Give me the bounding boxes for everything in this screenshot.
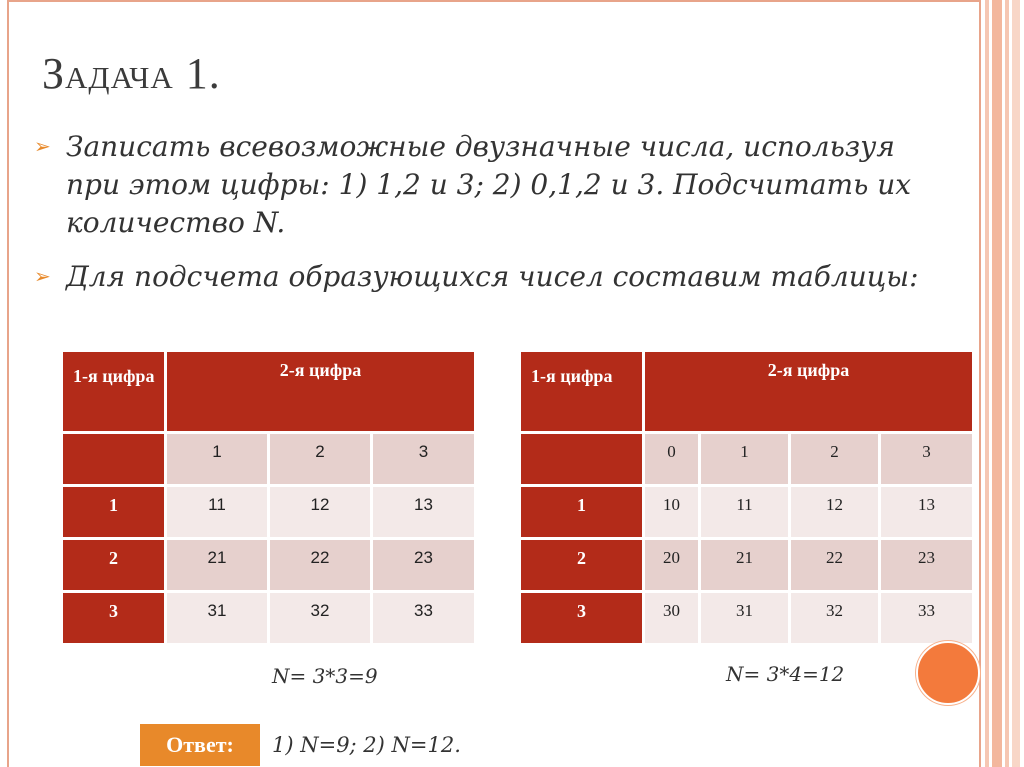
table-column-header: 2-я цифра [166, 351, 476, 433]
table-corner-label: 1-я цифра [520, 351, 644, 433]
table-row [520, 539, 974, 592]
table-cell: 31 [700, 592, 790, 645]
table-row [62, 539, 476, 592]
row-digit: 3 [520, 592, 644, 645]
table-row [520, 592, 974, 645]
table-cell: 33 [372, 592, 476, 645]
bullet-list [34, 128, 924, 312]
bullet-text: Для подсчета образующихся чисел составим таблицы: [66, 260, 919, 293]
column-digit: 1 [166, 433, 269, 486]
column-digit: 3 [880, 433, 974, 486]
row-digit: 3 [62, 592, 166, 645]
formula-n1: N= 3*3=9 [272, 664, 378, 688]
column-digit: 0 [644, 433, 700, 486]
table-cell: 11 [700, 486, 790, 539]
table-row [62, 592, 476, 645]
column-digit: 2 [790, 433, 880, 486]
answer-label: Ответ: [140, 724, 260, 766]
right-stripe-1 [985, 0, 989, 767]
arrow-bullet-icon: ➢ [34, 134, 51, 158]
table-cell: 32 [790, 592, 880, 645]
table-cell: 12 [269, 486, 372, 539]
bullet-item [34, 128, 924, 242]
table-cell: 22 [269, 539, 372, 592]
decorative-circle [916, 641, 980, 705]
table-cell: 12 [790, 486, 880, 539]
table-cell: 21 [700, 539, 790, 592]
table-empty-corner [62, 433, 166, 486]
column-digit: 2 [269, 433, 372, 486]
answer-text: 1) N=9; 2) N=12. [272, 733, 461, 757]
column-digit: 1 [700, 433, 790, 486]
right-stripe-4 [1012, 0, 1020, 767]
table-digits-123 [60, 349, 477, 646]
table-row [520, 486, 974, 539]
slide-title: Задача 1. [42, 49, 221, 98]
table-cell: 33 [880, 592, 974, 645]
right-stripe-2 [992, 0, 1002, 767]
table-empty-corner [520, 433, 644, 486]
table-cell: 32 [269, 592, 372, 645]
row-digit: 2 [520, 539, 644, 592]
table-cell: 13 [372, 486, 476, 539]
table-row [62, 486, 476, 539]
table-cell: 22 [790, 539, 880, 592]
table-cell: 23 [372, 539, 476, 592]
table-cell: 30 [644, 592, 700, 645]
table-column-header: 2-я цифра [644, 351, 974, 433]
row-digit: 2 [62, 539, 166, 592]
row-digit: 1 [62, 486, 166, 539]
arrow-bullet-icon: ➢ [34, 264, 51, 288]
table-cell: 11 [166, 486, 269, 539]
table-cell: 23 [880, 539, 974, 592]
right-stripe-3 [1005, 0, 1009, 767]
table-digits-0123 [518, 349, 975, 646]
bullet-item [34, 258, 924, 296]
table-corner-label: 1-я цифра [62, 351, 166, 433]
row-digit: 1 [520, 486, 644, 539]
table-cell: 10 [644, 486, 700, 539]
table-cell: 21 [166, 539, 269, 592]
table-cell: 13 [880, 486, 974, 539]
table-cell: 20 [644, 539, 700, 592]
column-digit: 3 [372, 433, 476, 486]
table-cell: 31 [166, 592, 269, 645]
bullet-text: Записать всевозможные двузначные числа, используя при этом цифры: 1) 1,2 и 3; 2) 0,1,2 и 3. Подсчитать их количество N. [66, 130, 912, 239]
formula-n2: N= 3*4=12 [726, 662, 845, 686]
